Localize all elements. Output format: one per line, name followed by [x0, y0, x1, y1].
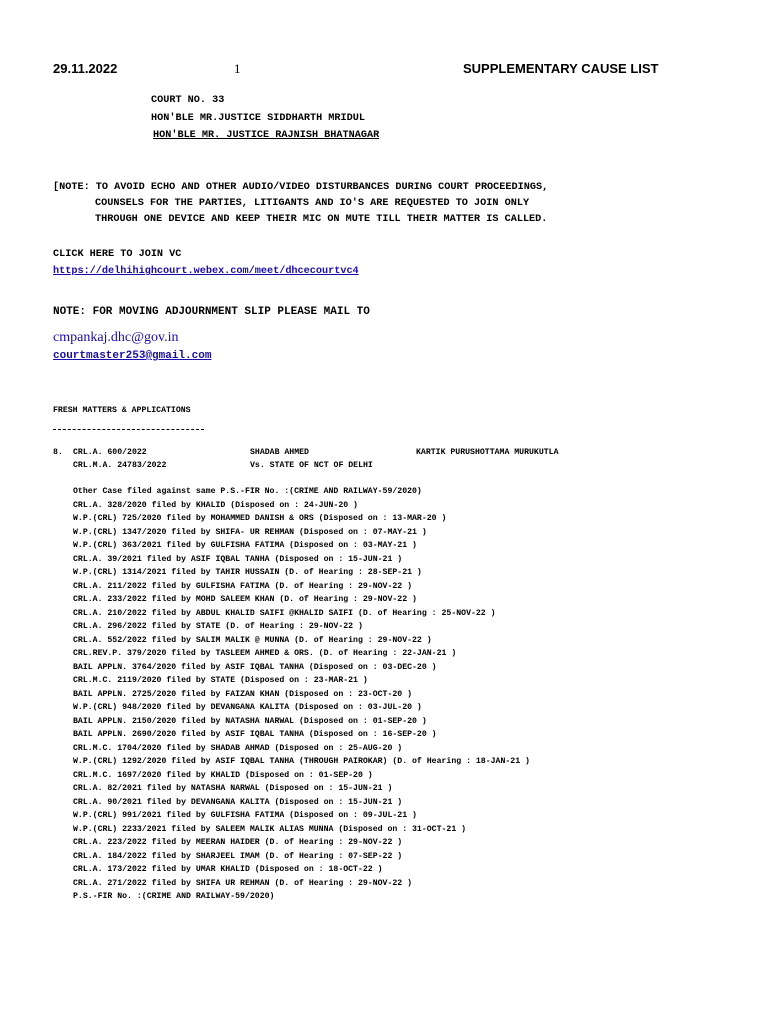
matter-case-2: CRL.M.A. 24783/2022 — [73, 461, 167, 470]
other-case-item: CRL.M.C. 2119/2020 filed by STATE (Disposed on : 23-MAR-21 ) — [73, 676, 368, 685]
other-case-item: CRL.A. 211/2022 filed by GULFISHA FATIMA (D. of Hearing : 29-NOV-22 ) — [73, 581, 413, 591]
other-case-item: BAIL APPLN. 2150/2020 filed by NATASHA NARWAL (Disposed on : 01-SEP-20 ) — [73, 716, 427, 726]
other-case-item: P.S.-FIR No. :(CRIME AND RAILWAY-59/2020) — [73, 892, 275, 901]
matter-case-1: CRL.A. 600/2022 — [73, 448, 147, 457]
list-date: 29.11.2022 — [53, 61, 118, 76]
other-cases-heading: Other Case filed against same P.S.-FIR No. :(CRIME AND RAILWAY-59/2020) — [73, 487, 422, 496]
other-case-item: W.P.(CRL) 991/2021 filed by GULFISHA FATIMA (Disposed on : 09-JUL-21 ) — [73, 811, 417, 820]
other-case-item: CRL.A. 328/2020 filed by KHALID (Disposed on : 24-JUN-20 ) — [73, 500, 358, 510]
vc-link[interactable]: https://delhihighcourt.webex.com/meet/dhcecourtvc4 — [53, 266, 359, 277]
other-case-item: CRL.M.C. 1697/2020 filed by KHALID (Disposed on : 01-SEP-20 ) — [73, 770, 373, 780]
vc-label: CLICK HERE TO JOIN VC — [53, 249, 182, 260]
page-number: 1 — [234, 61, 241, 76]
other-case-item: CRL.A. 210/2022 filed by ABDUL KHALID SAIFI @KHALID SAIFI (D. of Hearing : 25-NOV-22 ) — [73, 608, 496, 618]
other-case-item: CRL.A. 223/2022 filed by MEERAN HAIDER (D. of Hearing : 29-NOV-22 ) — [73, 838, 403, 847]
adjournment-note: NOTE: FOR MOVING ADJOURNMENT SLIP PLEASE MAIL TO — [53, 306, 370, 318]
matter-serial: 8. — [53, 448, 63, 457]
other-case-item: W.P.(CRL) 948/2020 filed by DEVANGANA KALITA (Disposed on : 03-JUL-20 ) — [73, 703, 422, 712]
other-case-item: CRL.M.C. 1704/2020 filed by SHADAB AHMAD (Disposed on : 25-AUG-20 ) — [73, 743, 403, 753]
other-case-item: W.P.(CRL) 363/2021 filed by GULFISHA FATIMA (Disposed on : 03-MAY-21 ) — [73, 541, 417, 550]
other-case-item: CRL.A. 296/2022 filed by STATE (D. of Hearing : 29-NOV-22 ) — [73, 622, 363, 631]
other-case-item: CRL.REV.P. 379/2020 filed by TASLEEM AHMED & ORS. (D. of Hearing : 22-JAN-21 ) — [73, 649, 457, 658]
note-line-3: THROUGH ONE DEVICE AND KEEP THEIR MIC ON MUTE TILL THEIR MATTER IS CALLED. — [95, 214, 548, 225]
other-case-item: CRL.A. 552/2022 filed by SALIM MALIK @ MUNNA (D. of Hearing : 29-NOV-22 ) — [73, 635, 432, 645]
judge-1: HON'BLE MR.JUSTICE SIDDHARTH MRIDUL — [151, 113, 365, 124]
matter-respondent: Vs. STATE OF NCT OF DELHI — [250, 461, 373, 470]
court-number: COURT NO. 33 — [151, 95, 225, 106]
note-line-1: [NOTE: TO AVOID ECHO AND OTHER AUDIO/VIDEO DISTURBANCES DURING COURT PROCEEDINGS, — [53, 182, 549, 193]
judge-2: HON'BLE MR. JUSTICE RAJNISH BHATNAGAR — [153, 130, 380, 141]
matter-petitioner: SHADAB AHMED — [250, 448, 309, 457]
other-case-item: W.P.(CRL) 2233/2021 filed by SALEEM MALIK ALIAS MUNNA (Disposed on : 31-OCT-21 ) — [73, 824, 467, 834]
other-case-item: W.P.(CRL) 1292/2020 filed by ASIF IQBAL TANHA (THROUGH PAIROKAR) (D. of Hearing : 18-JAN-21 ) — [73, 757, 530, 766]
email-link-1[interactable]: cmpankaj.dhc@gov.in — [53, 330, 179, 345]
matter-advocate: KARTIK PURUSHOTTAMA MURUKUTLA — [416, 448, 559, 457]
section-divider — [53, 429, 204, 431]
other-case-item: W.P.(CRL) 1347/2020 filed by SHIFA- UR REHMAN (Disposed on : 07-MAY-21 ) — [73, 527, 427, 537]
other-case-item: BAIL APPLN. 2725/2020 filed by FAIZAN KHAN (Disposed on : 23-OCT-20 ) — [73, 689, 413, 699]
other-case-item: CRL.A. 173/2022 filed by UMAR KHALID (Disposed on : 18-OCT-22 ) — [73, 865, 383, 874]
other-case-item: W.P.(CRL) 1314/2021 filed by TAHIR HUSSAIN (D. of Hearing : 28-SEP-21 ) — [73, 568, 422, 577]
other-case-item: BAIL APPLN. 2690/2020 filed by ASIF IQBAL TANHA (Disposed on : 16-SEP-20 ) — [73, 730, 437, 739]
other-case-item: W.P.(CRL) 725/2020 filed by MOHAMMED DANISH & ORS (Disposed on : 13-MAR-20 ) — [73, 514, 447, 523]
other-case-item: CRL.A. 82/2021 filed by NATASHA NARWAL (Disposed on : 15-JUN-21 ) — [73, 784, 393, 793]
other-case-item: CRL.A. 271/2022 filed by SHIFA UR REHMAN (D. of Hearing : 29-NOV-22 ) — [73, 878, 413, 888]
other-case-item: BAIL APPLN. 3764/2020 filed by ASIF IQBAL TANHA (Disposed on : 03-DEC-20 ) — [73, 662, 437, 672]
email-link-2[interactable]: courtmaster253@gmail.com — [53, 350, 212, 362]
section-title: FRESH MATTERS & APPLICATIONS — [53, 406, 191, 415]
other-case-item: CRL.A. 90/2021 filed by DEVANGANA KALITA (Disposed on : 15-JUN-21 ) — [73, 797, 403, 807]
other-case-item: CRL.A. 233/2022 filed by MOHD SALEEM KHAN (D. of Hearing : 29-NOV-22 ) — [73, 595, 417, 604]
other-case-item: CRL.A. 39/2021 filed by ASIF IQBAL TANHA (Disposed on : 15-JUN-21 ) — [73, 554, 403, 564]
other-case-item: CRL.A. 184/2022 filed by SHARJEEL IMAM (D. of Hearing : 07-SEP-22 ) — [73, 851, 403, 861]
list-title: SUPPLEMENTARY CAUSE LIST — [463, 61, 659, 76]
note-line-2: COUNSELS FOR THE PARTIES, LITIGANTS AND IO'S ARE REQUESTED TO JOIN ONLY — [95, 198, 530, 209]
